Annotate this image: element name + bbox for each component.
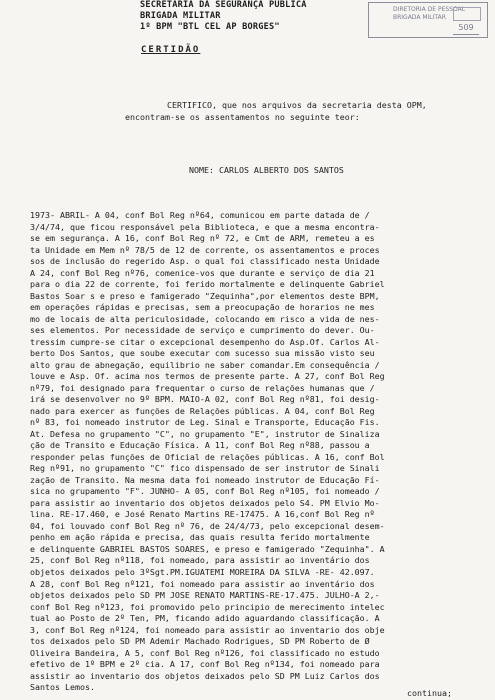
record-line: ção de Transito e Educação Física. A 11, conf Bol Reg nº88, passou a (30, 440, 370, 451)
record-line: objetos deixados pelo SD PM JOSE RENATO MARTINS-RE-17.475. JULHO-A 2,- (30, 590, 380, 601)
document-header (140, 0, 307, 33)
record-line: objetos deixados pelo 3ºSgt.PM.IGUATEMI MOREIRA DA SILVA -RE- 42.097. (30, 566, 375, 577)
record-line: nº79, foi designado para frequentar o curso de relações humanas que / (30, 382, 375, 393)
record-line: conf Bol Reg nº123, foi promovido pelo principio de merecimento intelec (30, 601, 385, 612)
record-line: lina. RE-17.460, e José Renato Martins RE-17475. A 16,conf Bol Reg nº (30, 509, 375, 520)
record-line: assistir ao inventario dos objetos deixados pelo SD PM Luiz Carlos dos (30, 670, 380, 681)
record-line: alto grau de abnegação, equilibrio ne saber comandar.Em consequência / (30, 359, 380, 370)
record-line: ta Unidade em Mem nº 78/5 de 12 de corrente, os assentamentos e proces (30, 244, 380, 255)
name-line: NOME: CARLOS ALBERTO DOS SANTOS (189, 165, 344, 175)
record-line: irá se desenvolver no 9º BPM. MAIO-A 02, conf Bol Reg nº81, foi desig- (30, 394, 380, 405)
record-line: Oliveira Bandeira, A 5, conf Bol Reg nº126, foi classificado no estudo (30, 647, 380, 658)
intro-paragraph (125, 100, 427, 123)
intro-line: encontram-se os assentamentos no seguinte teor: (125, 111, 360, 122)
record-line: 04, foi louvado conf Bol Reg nº 76, de 24/4/73, pelo excepcional desem- (30, 520, 385, 531)
continua-label: continua; (407, 688, 452, 698)
record-line: para assistir ao inventario dos objetos deixados pelo S4. PM Elvio Mo- (30, 497, 380, 508)
record-line: efetivo de 1º BPM e 2º cia. A 17, conf Bol Reg nº134, foi nomeado para (30, 659, 380, 670)
record-line: A 24, conf Bol Reg nº76, comenice-vos que durante e serviço de dia 21 (30, 267, 375, 278)
record-line: 3, conf Bol Reg nº124, foi nomeado para assistir ao inventario dos obje (30, 624, 385, 635)
record-line: At. Defesa no grupamento "C", no grupamento "E", instrutor de Sinaliza (30, 428, 380, 439)
registry-stamp (368, 2, 488, 38)
header-line-secretaria: SECRETARIA DA SEGURANÇA PÚBLICA (140, 0, 307, 10)
document-title: CERTIDÃO (141, 45, 201, 55)
intro-line: CERTIFICO, que nos arquivos da secretaria desta OPM, (167, 100, 427, 110)
record-line: se em segurança. A 16, conf Bol Reg nº 72, e Cmt de ARM, remeteu a es (30, 233, 375, 244)
stamp-line-2: BRIGADA MILITAR (393, 14, 446, 21)
record-line: nado para exercer as funções de Relações públicas. A 04, conf Bol Reg (30, 405, 375, 416)
record-line: em operações rápidas e precisas, sem a preocupação de horarios ne mes (30, 302, 375, 313)
header-line-brigada: BRIGADA MILITAR (140, 11, 221, 21)
record-line: tressim cumpre-se citar o excepcional desempenho do Asp.Of. Carlos Al- (30, 336, 380, 347)
record-line: responder pelas funções de Oficial de relações públicas. A 16, conf Bol (30, 451, 385, 462)
stamp-number: 509 (453, 22, 479, 35)
record-line: Santos Lemos. (30, 682, 95, 693)
record-line: Reg nº91, no grupamento "C" fico dispensado de ser instrutor de Sinali (30, 463, 380, 474)
record-line: 3/4/74, que ficou responsável pela Biblioteca, e que a mesma encontra- (30, 221, 380, 232)
record-body (30, 210, 470, 694)
record-line: sica no grupamento "F". JUNHO- A 05, conf Bol Reg nº105, foi nomeado / (30, 486, 380, 497)
record-line: tos deixados pelo SD PM Ademir Machado Rodrigues, SD PM Roberto de Ø (30, 636, 370, 647)
record-line: ses elementos. Por necessidade de serviço e cumprimento do dever. Ou- (30, 325, 375, 336)
record-line: penho em ação rápida e precisa, das quais resulta ferido mortalmente (30, 532, 370, 543)
record-line: zação de Transito. Na mesma data foi nomeado instrutor de Educação Fí- (30, 474, 380, 485)
record-line: para o dia 22 de corrente, foi ferido mortalmente e delinquente Gabriel (30, 279, 385, 290)
header-line-batalhao: 1º BPM "BTL CEL AP BORGES" (140, 22, 280, 32)
record-line: 1973- ABRIL- A 04, conf Bol Reg nº64, comunicou em parte datada de / (30, 210, 370, 220)
record-line: e delinquente GABRIEL BASTOS SOARES, e preso e famigerado "Zequinha". A (30, 543, 385, 554)
record-line: louve e Asp. Of. acima nos termos de presente parte. A 27, conf Bol Reg (30, 371, 385, 382)
record-line: sos de inclusão do regerido Asp. o qual foi classificado nesta Unidade (30, 256, 380, 267)
record-line: berto Dos Santos, que soube executar com sucesso sua missão visto seu (30, 348, 375, 359)
record-line: nº 83, foi nomeado instrutor de Leg. Sinal e Transporte, Educação Fis. (30, 417, 380, 428)
record-line: mo de locais de alta periculosidade, colocando em risco a vida de nes- (30, 313, 380, 324)
stamp-line-1: DIRETORIA DE PESSOAL (393, 6, 466, 13)
record-line: 25, conf Bol Reg nº118, foi nomeado, para assistir ao inventário dos (30, 555, 370, 566)
record-line: A 28, conf Bol Reg nº121, foi nomeado para assistir ao inventário dos (30, 578, 375, 589)
stamp-box (453, 7, 481, 21)
record-line: tual ao Posto de 2º Ten, PM, ficando adido aguardando classificação. A (30, 613, 380, 624)
record-line: Bastos Soar s e preso e famigerado "Zequinha",por elementos deste BPM, (30, 290, 380, 301)
